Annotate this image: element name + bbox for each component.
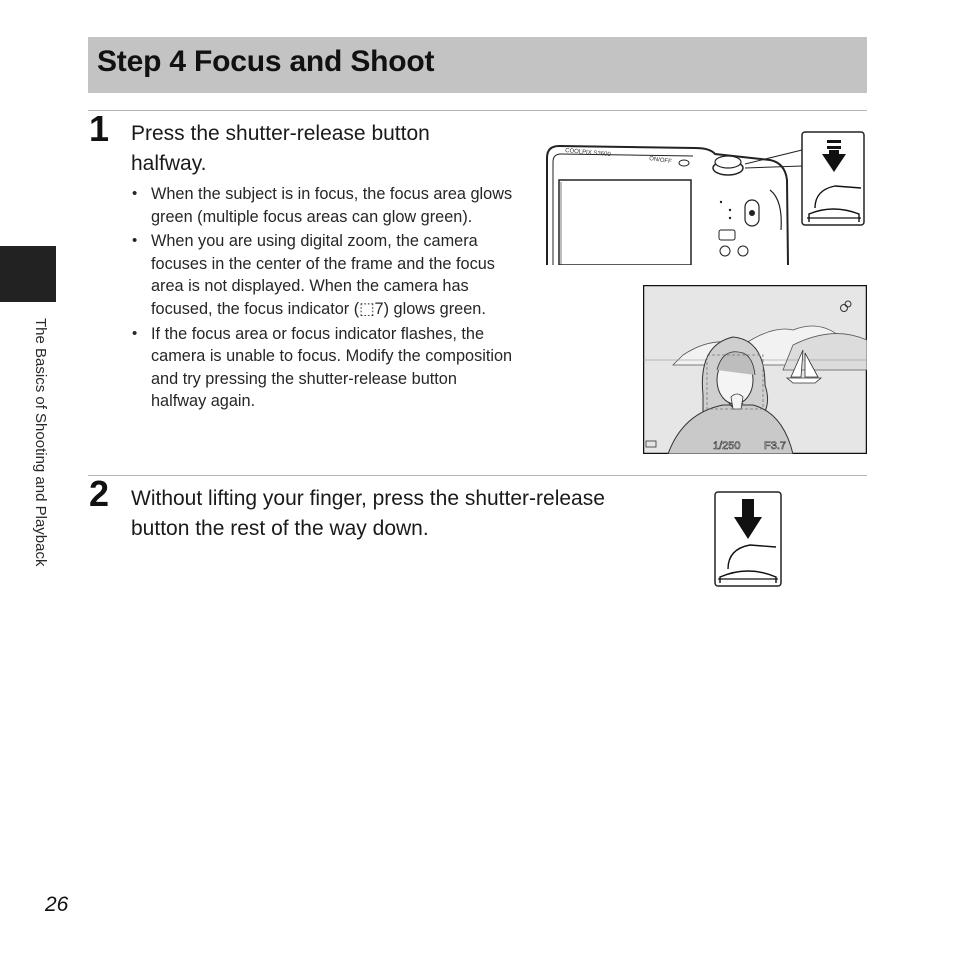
monitor-illustration — [643, 285, 867, 454]
divider — [88, 110, 867, 111]
step-1-heading: Press the shutter-release button halfway. — [131, 122, 430, 175]
step-2-heading: Without lifting your finger, press the shutter-release button the rest of the way down. — [131, 487, 605, 540]
aperture-readout: F3.7 — [764, 440, 787, 452]
press-fully-icon — [714, 491, 782, 587]
step-2-number: 2 — [89, 473, 110, 514]
page-title: Step 4 Focus and Shoot — [97, 45, 435, 78]
divider — [88, 475, 867, 476]
step-1-number: 1 — [89, 108, 110, 149]
svg-text:COOLPIX S3600: COOLPIX S3600 — [564, 148, 611, 158]
list-item: • If the focus area or focus indicator flashes, the camera is unable to focus. Modify the composition and try pressing the shutter-release button halfway again. — [131, 323, 516, 413]
list-item: • When the subject is in focus, the focus area glows green (multiple focus areas can glow green). — [131, 183, 516, 228]
svg-text:ON/OFF: ON/OFF — [648, 156, 673, 166]
list-item: • When you are using digital zoom, the camera focuses in the center of the frame and the focus area is not displayed. When the camera has focused, the focus indicator (⬚7) glows green. — [131, 230, 516, 320]
shutter-speed-readout: 1/250 — [713, 440, 741, 452]
step-1-bullets — [131, 183, 516, 415]
camera-illustration — [545, 130, 867, 265]
chapter-label: The Basics of Shooting and Playback — [32, 318, 49, 567]
chapter-tab — [0, 246, 56, 302]
page-number: 26 — [45, 893, 69, 916]
